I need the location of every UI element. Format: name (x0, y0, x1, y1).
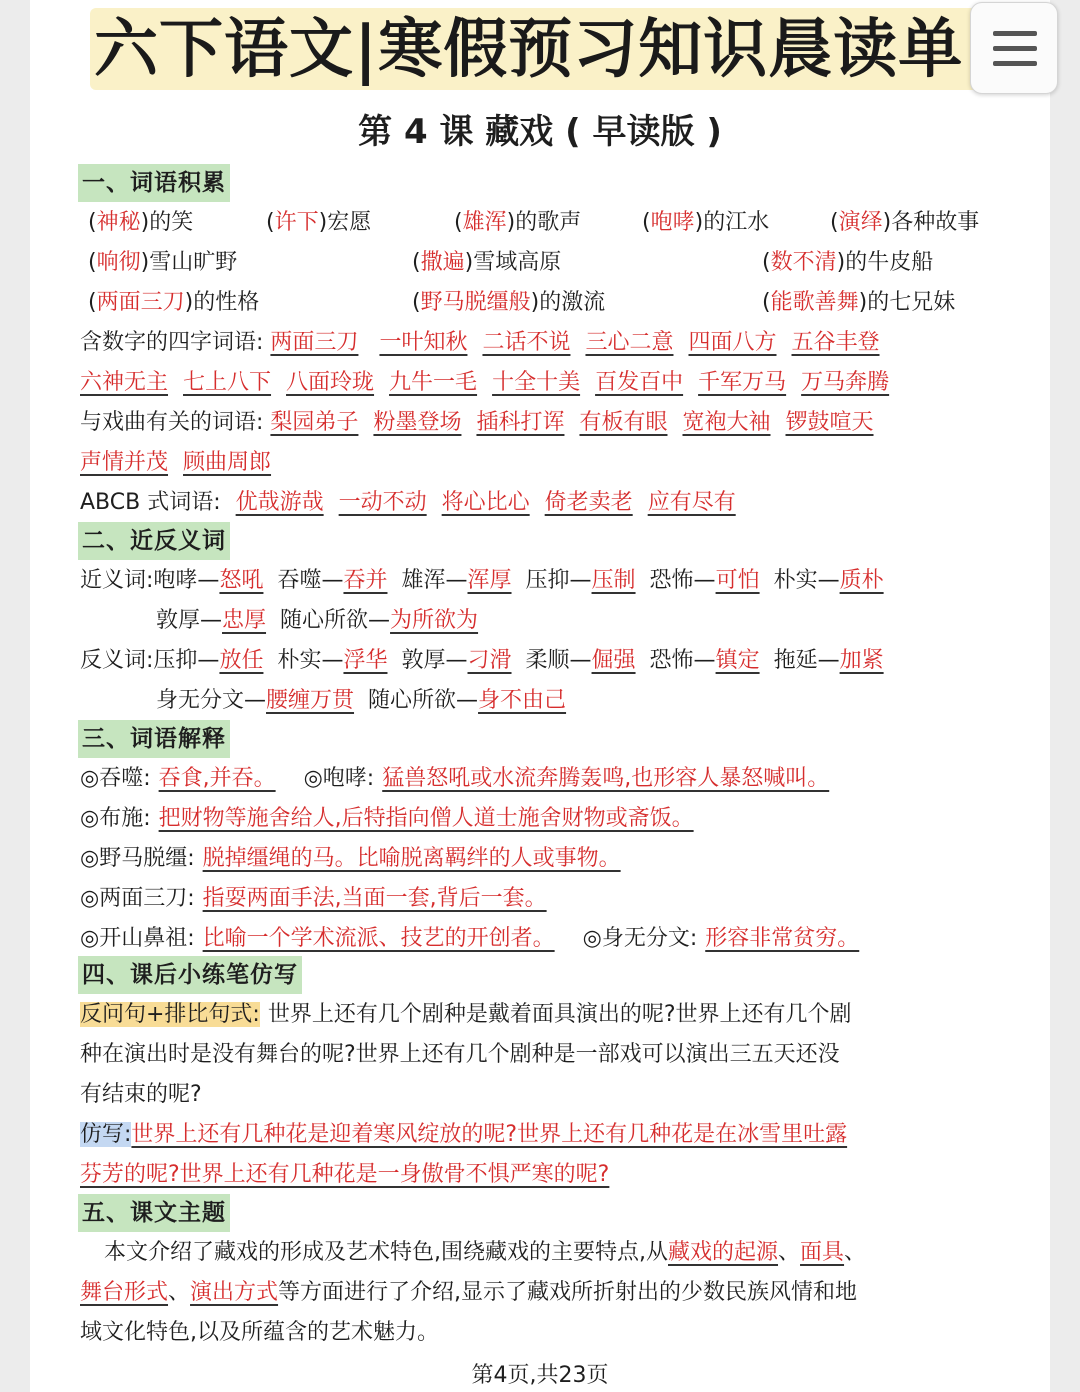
number-idioms-line-2 (80, 364, 1010, 402)
vocab-item: (咆哮)的江水 (642, 210, 770, 235)
idiom: 梨园弟子 (270, 410, 359, 435)
practice-pattern-line-3: 有结束的呢? (80, 1082, 202, 1107)
idiom: 十全十美 (492, 370, 581, 395)
idiom: 三心二意 (585, 330, 674, 355)
vocab-item: (野马脱缰般)的激流 (412, 290, 606, 315)
idiom: 百发百中 (595, 370, 684, 395)
practice-pattern-line-1: 反问句+排比句式: 世界上还有几个剧种是戴着面具演出的呢?世界上还有几个剧 (80, 1002, 852, 1027)
section-heading-synonyms: 二、近反义词 (78, 522, 230, 560)
vocab-item: (演绎)各种故事 (830, 210, 980, 235)
lesson-subtitle: 第 4 课 藏戏 ( 早读版 ) (358, 112, 722, 152)
imitation-line-1: 仿写:世界上还有几种花是迎着寒风绽放的呢?世界上还有几种花是在冰雪里吐露 (80, 1122, 848, 1147)
idiom: 五谷丰登 (791, 330, 880, 355)
idiom: 应有尽有 (647, 490, 736, 515)
section-heading-practice: 四、课后小练笔仿写 (78, 956, 302, 994)
synonyms-line-1: 近义词:咆哮—怒吼 吞噬—吞并 雄浑—浑厚 压抑—压制 恐怖—可怕 朴实—质朴 (80, 568, 884, 593)
idiom: 八面玲珑 (286, 370, 375, 395)
synonyms-line-2: 敦厚—忠厚 随心所欲—为所欲为 (156, 608, 479, 633)
vocab-item: (雄浑)的歌声 (454, 210, 582, 235)
idiom: 七上八下 (183, 370, 272, 395)
idiom: 声情并茂 (80, 450, 169, 475)
idiom: 有板有眼 (579, 410, 668, 435)
synonyms-label: 近义词: (80, 568, 154, 593)
number-idioms-line-1 (80, 324, 1010, 362)
theme-line-1: 本文介绍了藏戏的形成及艺术特色,围绕藏戏的主要特点,从藏戏的起源、面具、 (104, 1240, 867, 1265)
vocab-row-1 (80, 204, 1010, 242)
idiom: 万马奔腾 (801, 370, 890, 395)
hamburger-menu-icon (993, 31, 1037, 36)
idiom: 优哉游哉 (235, 490, 324, 515)
vocab-item: (数不清)的牛皮船 (762, 250, 934, 275)
page-title: 六下语文|寒假预习知识晨读单 (94, 12, 964, 87)
idiom: 将心比心 (441, 490, 530, 515)
pattern-label: 反问句+排比句式: (80, 1002, 260, 1027)
idiom: 宽袍大袖 (682, 410, 771, 435)
vocab-item: (能歌善舞)的七兄妹 (762, 290, 956, 315)
opera-words-line-1 (80, 404, 1010, 442)
abcb-words-line (80, 484, 1010, 522)
idiom: 插科打诨 (476, 410, 565, 435)
idiom: 顾曲周郎 (183, 450, 272, 475)
definition-line-1: ◎吞噬: 吞食,并吞。 ◎咆哮: 猛兽怒吼或水流奔腾轰鸣,也形容人暴怒喊叫。 (80, 766, 830, 791)
definition-line-2: ◎布施: 把财物等施舍给人,后特指向僧人道士施舍财物或斋饭。 (80, 806, 694, 831)
hamburger-menu-icon-bar (993, 46, 1037, 51)
idiom: 锣鼓喧天 (785, 410, 874, 435)
idiom: 四面八方 (688, 330, 777, 355)
section-heading-theme: 五、课文主题 (78, 1194, 230, 1232)
antonyms-line-1: 反义词:压抑—放任 朴实—浮华 敦厚—刁滑 柔顺—倔强 恐怖—镇定 拖延—加紧 (80, 648, 884, 673)
idiom: 六神无主 (80, 370, 169, 395)
section-heading-vocab: 一、词语积累 (78, 164, 230, 202)
imitation-line-2: 芬芳的呢?世界上还有几种花是一身傲骨不惧严寒的呢? (80, 1162, 610, 1187)
vocab-item: (撒遍)雪域高原 (412, 250, 562, 275)
menu-button[interactable] (970, 2, 1058, 94)
idiom: 千军万马 (698, 370, 787, 395)
definition-line-5: ◎开山鼻祖: 比喻一个学术流派、技艺的开创者。 ◎身无分文: 形容非常贫穷。 (80, 926, 860, 951)
idiom: 倚老卖老 (544, 490, 633, 515)
section-heading-definitions: 三、词语解释 (78, 720, 230, 758)
imitation-label: 仿写: (80, 1122, 132, 1147)
antonyms-line-2: 身无分文—腰缠万贯 随心所欲—身不由己 (156, 688, 567, 713)
opera-words-label: 与戏曲有关的词语: (80, 410, 264, 435)
idiom: 粉墨登场 (373, 410, 462, 435)
theme-line-3: 域文化特色,以及所蕴含的艺术魅力。 (80, 1320, 439, 1345)
vocab-row-2 (80, 244, 1010, 282)
idiom: 两面三刀 (270, 330, 359, 355)
idiom: 一动不动 (338, 490, 427, 515)
vocab-item: (两面三刀)的性格 (88, 290, 260, 315)
vocab-item: (许下)宏愿 (266, 210, 372, 235)
page-number: 第4页,共23页 (471, 1363, 609, 1388)
number-idioms-label: 含数字的四字词语: (80, 330, 264, 355)
idiom: 二话不说 (482, 330, 571, 355)
antonyms-label: 反义词: (80, 648, 154, 673)
vocab-row-3 (80, 284, 1010, 322)
practice-pattern-line-2: 种在演出时是没有舞台的呢?世界上还有几个剧种是一部戏可以演出三五天还没 (80, 1042, 840, 1067)
opera-words-line-2 (80, 444, 1010, 482)
vocab-item: (神秘)的笑 (88, 210, 194, 235)
hamburger-menu-icon-bar (993, 61, 1037, 66)
vocab-item: (响彻)雪山旷野 (88, 250, 238, 275)
abcb-label: ABCB 式词语: (80, 490, 221, 515)
idiom: 一叶知秋 (379, 330, 468, 355)
definition-line-3: ◎野马脱缰: 脱掉缰绳的马。比喻脱离羁绊的人或事物。 (80, 846, 621, 871)
definition-line-4: ◎两面三刀: 指耍两面手法,当面一套,背后一套。 (80, 886, 547, 911)
theme-line-2: 舞台形式、演出方式等方面进行了介绍,显示了藏戏所折射出的少数民族风情和地 (80, 1280, 858, 1305)
idiom: 九牛一毛 (389, 370, 478, 395)
